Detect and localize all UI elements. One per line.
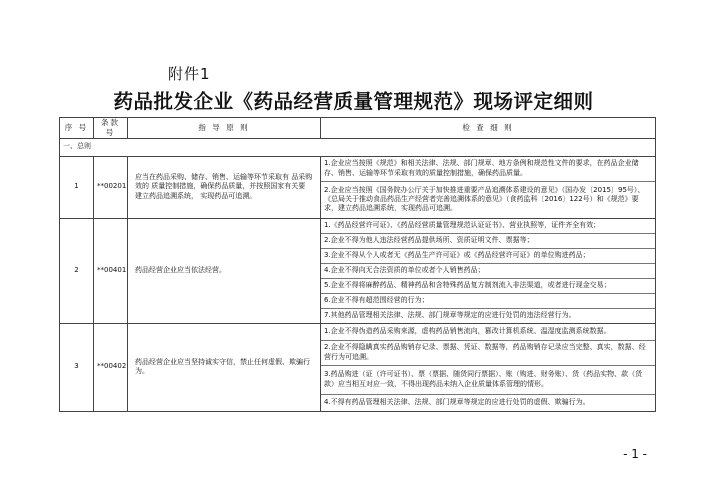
table-row xyxy=(60,218,656,323)
criteria-item: 3.企业不得从个人或者无《药品生产许可证》或《药品经营许可证》的单位购进药品； xyxy=(321,249,655,264)
criteria-item: 3.药品购进（证（许可证书）、票（票据、随货同行票据）、账（购进、财务账）、货（药品实物、款（货款）应当相互对应一致，不得出现药品未纳入企业质量体系管理的情形。 xyxy=(321,366,655,395)
section-label: 一、总则 xyxy=(60,138,656,156)
row-no: 3 xyxy=(60,323,94,411)
row-criteria xyxy=(321,156,656,218)
criteria-item: 2.企业不得隐瞒真实药品购销存记录、票据、凭证、数据等，药品购销存记录应当完整、真实，数据、经营行为可追溯。 xyxy=(321,341,655,366)
document-title: 药品批发企业《药品经营质量管理规范》现场评定细则 xyxy=(113,90,594,113)
criteria-item: 4.不得有药品管理相关法律、法规、部门规章等规定的应进行处罚的虚假、欺骗行为。 xyxy=(324,397,590,406)
criteria-item: 1.企业不得伪造药品采购来源，虚构药品销售流向，篡改计算机系统、温湿度监测系统数据。 xyxy=(321,324,655,341)
section-row xyxy=(60,138,656,156)
row-no: 1 xyxy=(60,156,94,218)
row-guide: 药品经营企业应当依法经营。 xyxy=(128,218,321,323)
row-clause: **00401 xyxy=(94,218,128,323)
row-clause: **00402 xyxy=(94,323,128,411)
row-criteria xyxy=(321,218,656,323)
criteria-item: 2.企业不得为他人违法经营药品提供场所、资质证明文件、票据等； xyxy=(321,234,655,249)
header-guide: 指 导 原 则 xyxy=(128,118,321,139)
table-header-row xyxy=(60,118,656,139)
table-row xyxy=(60,156,656,218)
criteria-item: 2.企业应当按照《国务院办公厅关于加快推进重要产品追溯体系建设的意见》（国办发〔2015〕95号）、《总局关于推动食品药品生产经营者完善追溯体系的意见》（食药监科〔2016〕122号）和《规范》要求，建立药品追溯系统，实现药品可追溯。 xyxy=(324,185,645,213)
row-criteria xyxy=(321,323,656,411)
header-criteria: 检 查 细 则 xyxy=(321,118,656,139)
criteria-item: 1.企业应当按照《规范》和相关法律、法规、部门规章、地方条例和规范性文件的要求，在药品企业储存、销售、运输等环节采取有效的质量控制措施，确保药品质量。 xyxy=(321,157,655,182)
evaluation-table xyxy=(59,117,656,412)
row-clause: **00201 xyxy=(94,156,128,218)
row-guide: 应当在药品采购、储存、销售、运输等环节采取有 品采购 效的 质量控制措施，确保药品质量，并按照国家有关要 建立药品追溯系统， 实现药品可追溯。 xyxy=(128,156,321,218)
criteria-item: 1.《药品经营许可证》、《药品经营质量管理规范认证证书》、营业执照等，证件齐全有效； xyxy=(321,219,655,234)
criteria-item: 6.企业不得有超范围经营的行为； xyxy=(321,294,655,309)
annex-label: 附件1 xyxy=(168,65,211,83)
row-guide: 药品经营企业应当坚持诚实守信，禁止任何虚假、欺骗行为。 xyxy=(128,323,321,411)
table-row xyxy=(60,323,656,411)
criteria-item: 7.其他药品管理相关法律、法规、部门规章等规定的应进行处罚的违法经营行为。 xyxy=(324,310,576,319)
page-number: - 1 - xyxy=(623,447,647,461)
header-no: 序 号 xyxy=(60,118,94,139)
header-clause: 条款号 xyxy=(94,118,128,139)
criteria-item: 5.企业不得将麻醉药品、精神药品和含特殊药品复方制剂流入非法渠道，或者进行现金交易； xyxy=(321,279,655,294)
criteria-item: 4.企业不得向无合法资质的单位或者个人销售药品； xyxy=(321,264,655,279)
row-no: 2 xyxy=(60,218,94,323)
